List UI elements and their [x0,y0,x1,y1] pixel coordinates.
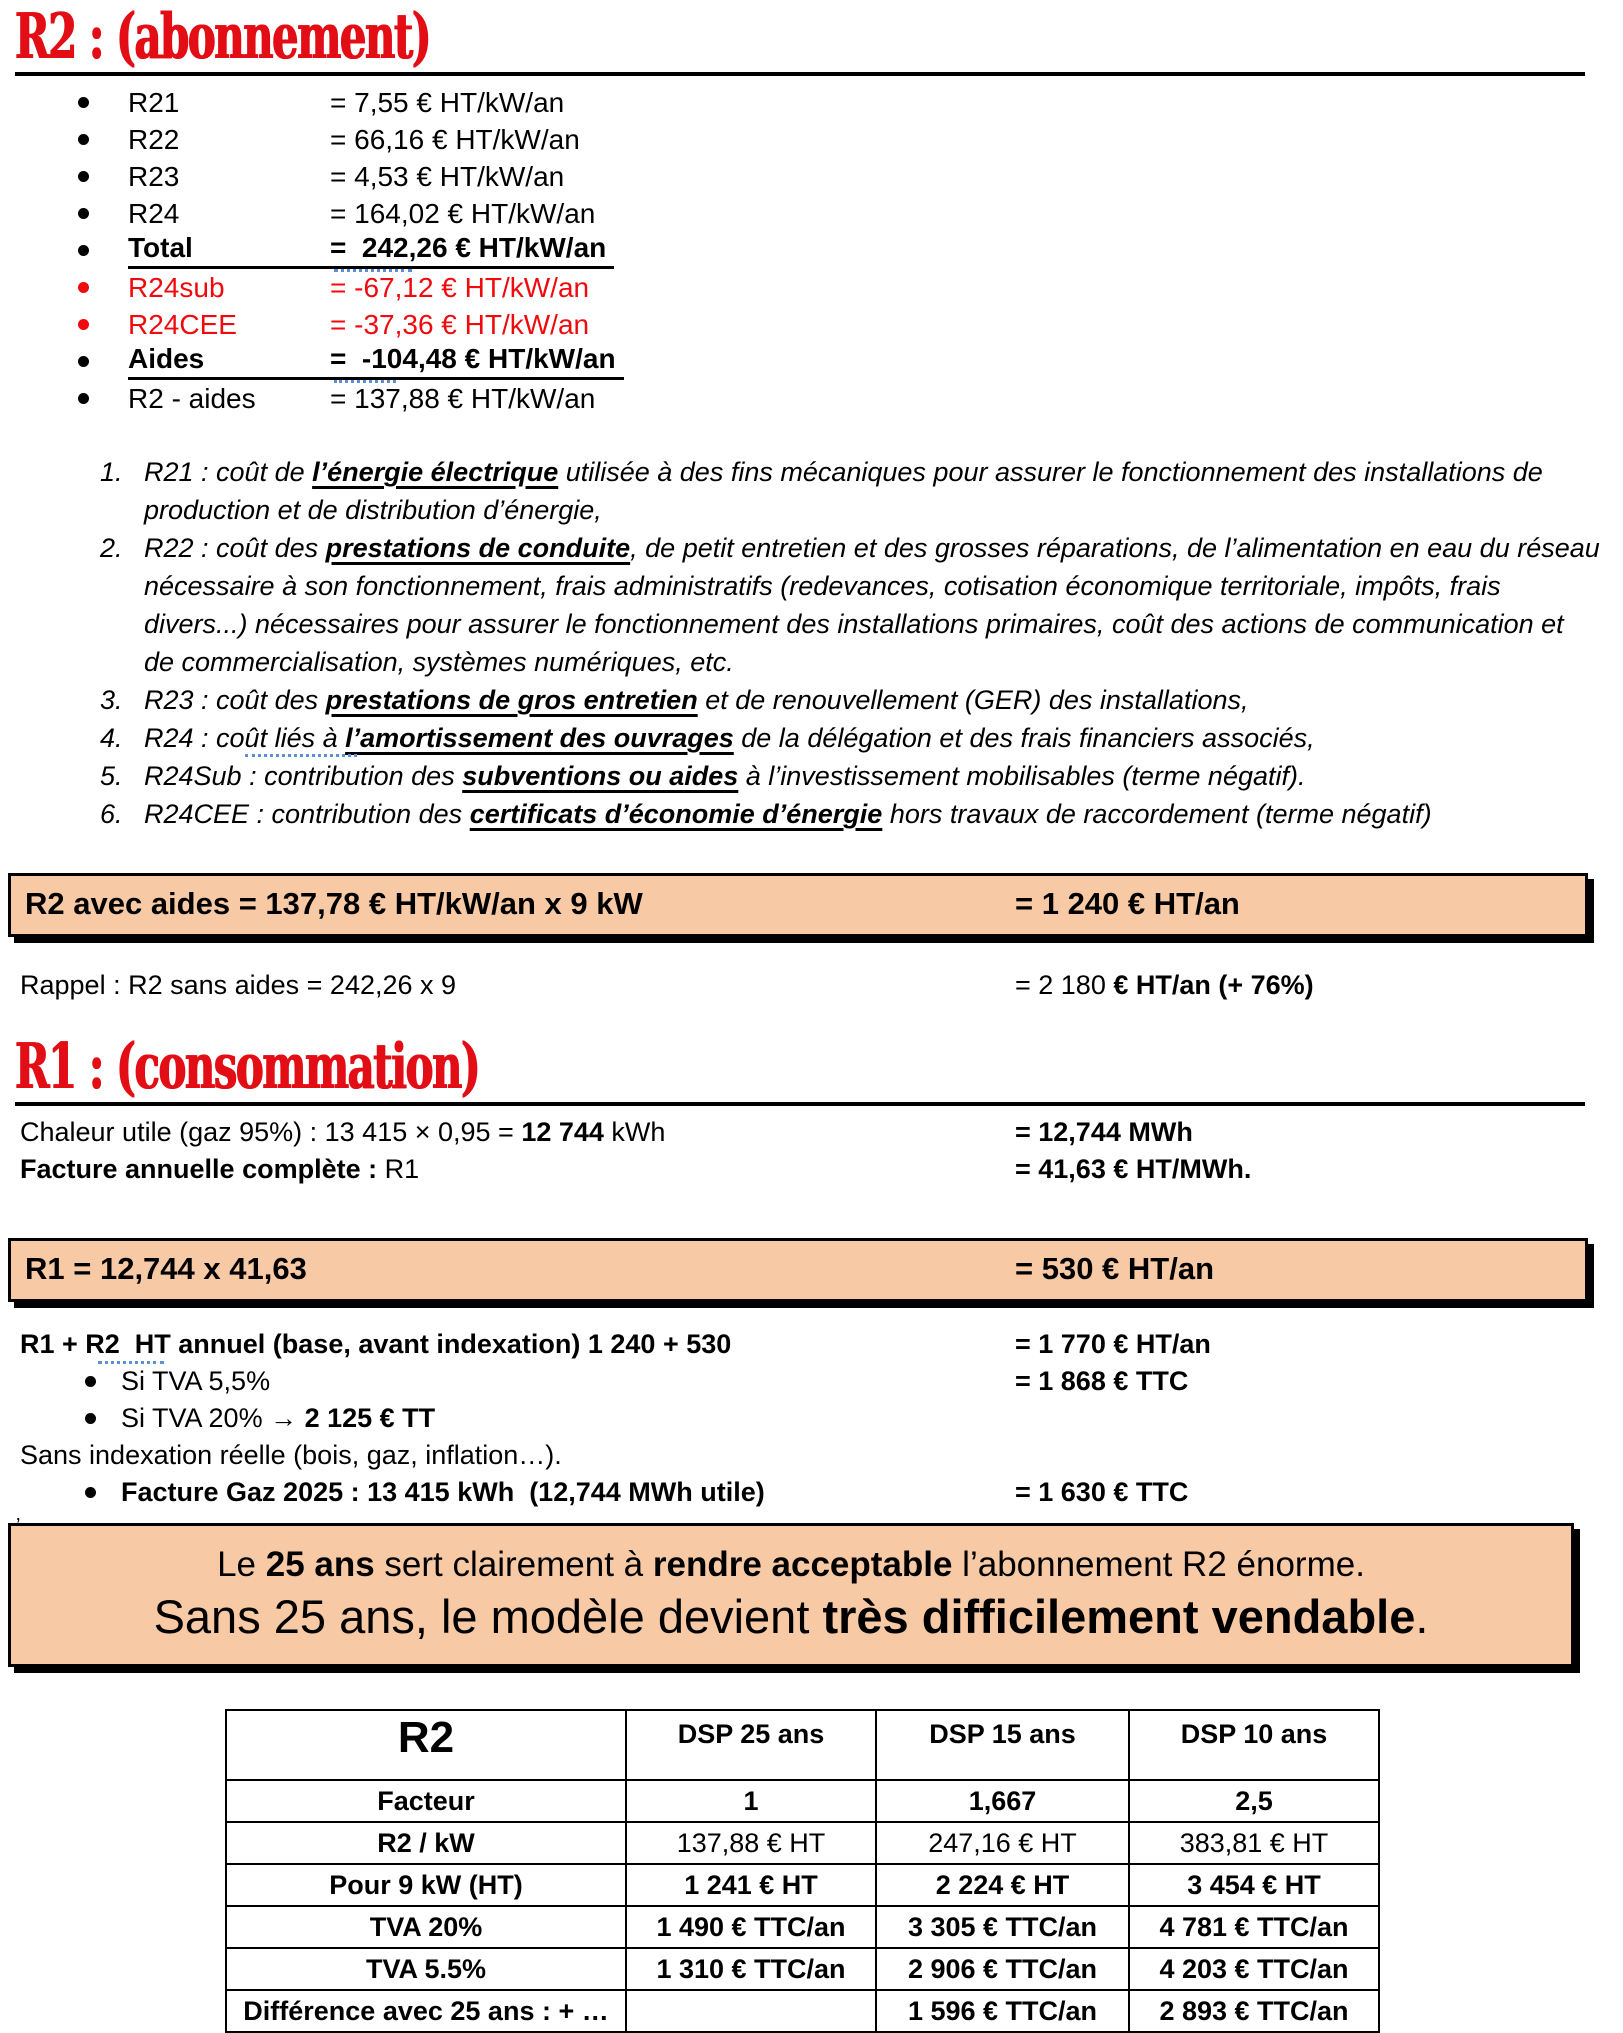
table-cell: 137,88 € HT [626,1822,876,1864]
bullet-icon [85,1376,121,1387]
cost-value: = 242,26 € HT/kW/an [330,232,607,263]
cost-row-r23 [78,158,1623,195]
total-annuel-text: R1 + R2 HT annuel (base, avant indexation) 1 240 + 530 [20,1329,732,1359]
rappel-right: = 2 180 € HT/an (+ 76%) [1015,970,1314,1000]
note-number: 1. [100,457,123,487]
table-cell: 2 224 € HT [876,1864,1129,1906]
table-cell: 4 203 € TTC/an [1129,1948,1379,1990]
bullet-icon [78,319,128,330]
cost-row-r22 [78,121,1623,158]
r2-cost-list [0,84,1623,417]
r1-section-title: R1 : (consommation) [15,1029,480,1103]
table-cell: 4 781 € TTC/an [1129,1906,1379,1948]
r1-result-right: = 530 € HT/an [1015,1251,1215,1286]
table-cell: 2,5 [1129,1780,1379,1822]
table-cell: 1 241 € HT [626,1864,876,1906]
note-number: 5. [100,761,123,791]
cost-value: = 137,88 € HT/kW/an [330,382,596,414]
indexation-line [20,1437,1623,1474]
table-cell: Différence avec 25 ans : + … [226,1990,626,2032]
dsp-comparison-table [225,1709,1380,2033]
note-item-3 [100,681,1600,719]
chaleur-utile-line [20,1114,1623,1151]
cost-value: = -67,12 € HT/kW/an [330,271,590,303]
cost-label: R2 - aides [128,382,256,414]
tva55-value: = 1 868 € TTC [1015,1366,1189,1396]
table-cell: 1,667 [876,1780,1129,1822]
indexation-text: Sans indexation réelle (bois, gaz, inflation…). [20,1440,562,1470]
table-header-dsp15: DSP 15 ans [876,1710,1129,1780]
cost-label: R24CEE [128,308,237,340]
cost-label: Total [128,232,193,263]
bullet-icon [78,134,128,145]
cost-row-r24sub [78,269,1623,306]
cost-value: = 66,16 € HT/kW/an [330,123,580,155]
note-text: R22 : coût des prestations de conduite, de petit entretien et des grosses réparations, de l’alimentation en eau du réseau nécessaire à son fonctionnement, frais administratifs (redevances, cotisation économique territoriale, impôts, frais divers...) nécessaires pour assurer le fonctionnement des installations primaires, coût des actions de communication et de commercialisation, systèmes numériques, etc. [144,533,1608,677]
stray-mark: ’ [16,1515,21,1537]
tva20-line [20,1400,1623,1437]
table-cell: 247,16 € HT [876,1822,1129,1864]
note-item-1 [100,453,1600,529]
cost-value: = -104,48 € HT/kW/an [330,343,616,374]
banner-line-1: Le 25 ans sert clairement à rendre acceptable l’abonnement R2 énorme. [217,1545,1365,1584]
table-cell: 1 596 € TTC/an [876,1990,1129,2032]
cost-label: R23 [128,160,180,192]
note-number: 4. [100,723,123,753]
bullet-icon [78,356,128,367]
cost-label: R24 [128,197,180,229]
facture-gaz-line [20,1474,1623,1511]
note-number: 6. [100,799,123,829]
note-text: R24Sub : contribution des subventions ou aides à l’investissement mobilisables (terme négatif). [144,761,1306,791]
rappel-line [20,967,1623,1004]
note-item-4 [100,719,1600,757]
r2-result-right: = 1 240 € HT/an [1015,886,1240,921]
cost-value: = -37,36 € HT/kW/an [330,308,590,340]
r1-result-left: R1 = 12,744 x 41,63 [25,1251,307,1286]
r1-result-box [8,1238,1588,1302]
table-row-r2-kw [226,1822,1379,1864]
table-cell: 1 310 € TTC/an [626,1948,876,1990]
table-cell: Facteur [226,1780,626,1822]
cost-label: R22 [128,123,180,155]
table-cell: TVA 20% [226,1906,626,1948]
chaleur-utile-value: = 12,744 MWh [1015,1117,1193,1147]
bullet-icon [85,1413,121,1424]
bullet-icon [78,97,128,108]
bullet-icon [78,171,128,182]
conclusion-banner [8,1523,1574,1667]
cost-row-r24cee [78,306,1623,343]
table-header-row [226,1710,1379,1780]
bullet-icon [78,245,128,256]
table-cell: 2 906 € TTC/an [876,1948,1129,1990]
table-row-difference [226,1990,1379,2032]
table-header-r2: R2 [226,1710,626,1780]
table-header-dsp25: DSP 25 ans [626,1710,876,1780]
note-number: 2. [100,533,123,563]
table-header-dsp10: DSP 10 ans [1129,1710,1379,1780]
r2-result-box [8,873,1588,937]
facture-annuelle-line [20,1151,1623,1188]
cost-row-aides [78,343,1623,380]
note-number: 3. [100,685,123,715]
cost-value: = 7,55 € HT/kW/an [330,86,565,118]
table-cell: 3 454 € HT [1129,1864,1379,1906]
facture-gaz-value: = 1 630 € TTC [1015,1477,1189,1507]
bullet-icon [85,1487,121,1498]
facture-annuelle-text: Facture annuelle complète : R1 [20,1154,420,1184]
table-cell: 2 893 € TTC/an [1129,1990,1379,2032]
table-row-tva20 [226,1906,1379,1948]
table-cell: R2 / kW [226,1822,626,1864]
table-row-pour-9kw [226,1864,1379,1906]
cost-row-r21 [78,84,1623,121]
tva55-line [20,1363,1623,1400]
cost-row-r24 [78,195,1623,232]
table-cell: 1 490 € TTC/an [626,1906,876,1948]
note-item-5 [100,757,1600,795]
note-text: R24 : coût liés à l’amortissement des ouvrages de la délégation et des frais financiers associés, [144,723,1315,753]
r2-result-left: R2 avec aides = 137,78 € HT/kW/an x 9 kW [25,886,643,921]
note-text: R24CEE : contribution des certificats d’économie d’énergie hors travaux de raccordement (terme négatif) [144,799,1432,829]
note-item-6 [100,795,1600,833]
note-item-2 [100,529,1608,681]
cost-value: = 4,53 € HT/kW/an [330,160,565,192]
cost-row-r2-aides [78,380,1623,417]
tva55-text: Si TVA 5,5% [121,1366,271,1396]
r2-section-title: R2 : (abonnement) [15,0,431,73]
table-cell [626,1990,876,2032]
chaleur-utile-text: Chaleur utile (gaz 95%) : 13 415 × 0,95 = 12 744 kWh [20,1117,666,1147]
cost-label: Aides [128,343,205,374]
total-annuel-value: = 1 770 € HT/an [1015,1329,1211,1359]
banner-line-2: Sans 25 ans, le modèle devient très difficilement vendable. [153,1590,1429,1643]
r2-notes-list [100,453,1608,833]
cost-value: = 164,02 € HT/kW/an [330,197,596,229]
rappel-left: Rappel : R2 sans aides = 242,26 x 9 [20,970,457,1000]
cost-row-total [78,232,1623,269]
table-cell: 1 [626,1780,876,1822]
bullet-icon [78,282,128,293]
table-cell: 3 305 € TTC/an [876,1906,1129,1948]
tva20-text: Si TVA 20% → 2 125 € TT [121,1403,436,1433]
note-text: R23 : coût des prestations de gros entretien et de renouvellement (GER) des installations, [144,685,1249,715]
facture-annuelle-value: = 41,63 € HT/MWh. [1015,1154,1252,1184]
cost-label: R21 [128,86,180,118]
total-annuel-line [20,1326,1623,1363]
cost-label: R24sub [128,271,225,303]
table-row-facteur [226,1780,1379,1822]
table-cell: TVA 5.5% [226,1948,626,1990]
table-cell: Pour 9 kW (HT) [226,1864,626,1906]
bullet-icon [78,393,128,404]
note-text: R21 : coût de l’énergie électrique utilisée à des fins mécaniques pour assurer le fonctionnement des installations de production et de distribution d’énergie, [144,457,1551,525]
table-row-tva55 [226,1948,1379,1990]
table-cell: 383,81 € HT [1129,1822,1379,1864]
bullet-icon [78,208,128,219]
facture-gaz-text: Facture Gaz 2025 : 13 415 kWh (12,744 MWh utile) [121,1477,765,1507]
